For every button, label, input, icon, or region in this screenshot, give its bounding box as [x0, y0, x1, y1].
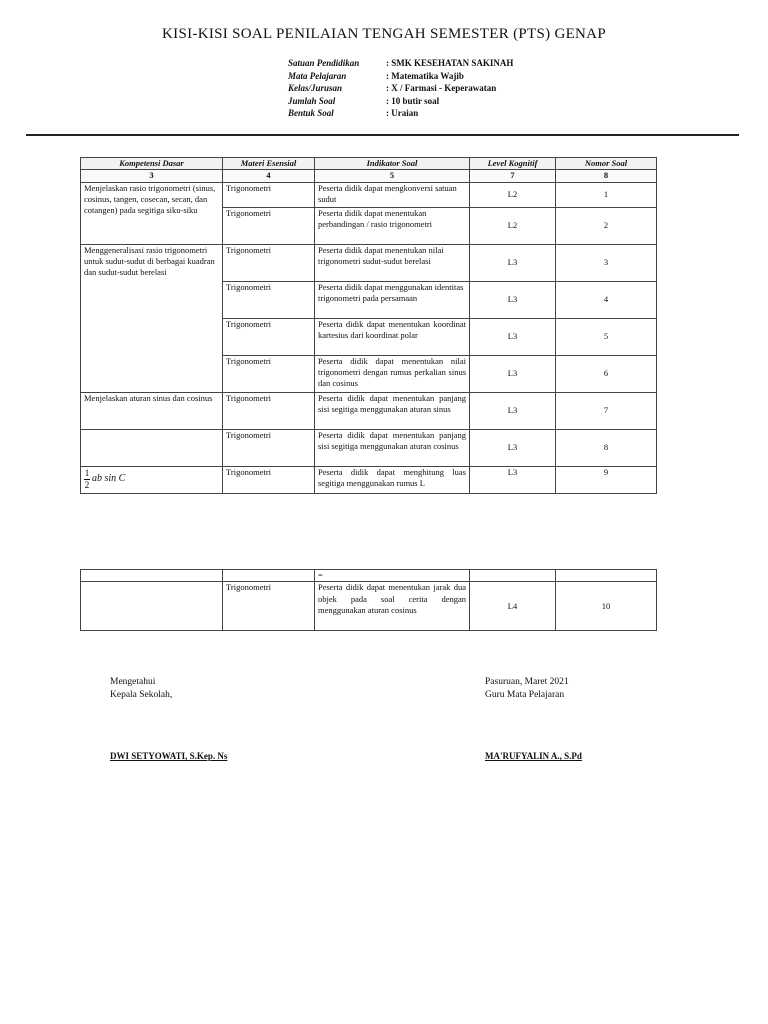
level-cell: L3	[470, 392, 556, 429]
column-header: Materi Esensial	[223, 158, 315, 170]
materi-cell: Trigonometri	[223, 207, 315, 244]
level-cell	[470, 570, 556, 582]
signature-left-name	[110, 750, 227, 763]
column-number: 4	[223, 170, 315, 182]
column-number: 5	[315, 170, 470, 182]
indikator-cell: Peserta didik dapat mengkonversi satuan sudut	[315, 182, 470, 207]
signature-role: Guru Mata Pelajaran	[485, 689, 565, 700]
signature-role: Kepala Sekolah,	[110, 689, 173, 700]
kompetensi-dasar-cell	[81, 582, 223, 631]
level-cell: L3	[470, 281, 556, 318]
meta-row	[288, 70, 513, 83]
indikator-cell: Peserta didik dapat menentukan jarak dua objek pada soal cerita dengan menggunakan aturan cosinus	[315, 582, 470, 631]
table-row	[81, 570, 657, 582]
column-number: 3	[81, 170, 223, 182]
table-row	[81, 429, 657, 466]
indikator-cell: Peserta didik dapat menentukan nilai trigonometri dengan rumus perkalian sinus dan cosinus	[315, 355, 470, 392]
table-row	[81, 392, 657, 429]
level-cell: L3	[470, 429, 556, 466]
signature-caption: Mengetahui	[110, 677, 156, 687]
materi-cell: Trigonometri	[223, 466, 315, 493]
level-cell: L4	[470, 582, 556, 631]
indikator-cell: Peserta didik dapat menentukan nilai trigonometri sudut-sudut berelasi	[315, 244, 470, 281]
table-row	[81, 466, 657, 493]
nomor-cell: 10	[556, 582, 657, 631]
column-header: Nomor Soal	[556, 158, 657, 170]
document-metadata	[288, 57, 513, 120]
nomor-cell: 6	[556, 355, 657, 392]
table-header-row	[81, 158, 657, 170]
indikator-cell: Peserta didik dapat menggunakan identitas trigonometri pada persamaan	[315, 281, 470, 318]
signature-left	[110, 676, 172, 701]
nomor-cell: 2	[556, 207, 657, 244]
table-row	[81, 244, 657, 281]
materi-cell: Trigonometri	[223, 281, 315, 318]
signature-right	[485, 676, 569, 701]
meta-value: : Uraian	[386, 108, 419, 118]
kompetensi-dasar-cell	[81, 570, 223, 582]
materi-cell: Trigonometri	[223, 392, 315, 429]
signature-place-date: Pasuruan, Maret 2021	[485, 677, 569, 687]
meta-label: Kelas/Jurusan	[288, 83, 343, 93]
triangle-area-formula	[84, 467, 219, 490]
level-cell: L3	[470, 355, 556, 392]
column-header: Kompetensi Dasar	[81, 158, 223, 170]
level-cell: L2	[470, 207, 556, 244]
table-row	[81, 582, 657, 631]
nomor-cell: 9	[556, 466, 657, 493]
nomor-cell: 1	[556, 182, 657, 207]
meta-row	[288, 57, 513, 70]
column-number: 7	[470, 170, 556, 182]
meta-row	[288, 95, 513, 108]
indikator-cell: Peserta didik dapat menentukan panjang sisi segitiga menggunakan aturan cosinus	[315, 429, 470, 466]
signature-right-name	[485, 750, 582, 763]
meta-label: Jumlah Soal	[288, 95, 336, 106]
nomor-cell: 3	[556, 244, 657, 281]
materi-cell: Trigonometri	[223, 318, 315, 355]
meta-label: Satuan Pendidikan	[288, 58, 360, 68]
meta-value: : SMK KESEHATAN SAKINAH	[386, 58, 514, 68]
nomor-cell: 7	[556, 392, 657, 429]
table-row	[81, 182, 657, 207]
column-number-row	[81, 170, 657, 182]
fraction	[84, 469, 90, 490]
nomor-cell	[556, 570, 657, 582]
meta-row	[288, 107, 513, 120]
header-divider	[26, 134, 739, 136]
level-cell: L3	[470, 318, 556, 355]
meta-value: : Matematika Wajib	[386, 70, 464, 81]
materi-cell: Trigonometri	[223, 244, 315, 281]
materi-cell: Trigonometri	[223, 429, 315, 466]
document-title: KISI-KISI SOAL PENILAIAN TENGAH SEMESTER (PTS) GENAP	[162, 26, 606, 42]
indikator-cell: Peserta didik dapat menentukan koordinat kartesius dari koordinat polar	[315, 318, 470, 355]
materi-cell: Trigonometri	[223, 182, 315, 207]
column-number: 8	[556, 170, 657, 182]
fraction-denominator: 2	[84, 479, 90, 490]
kompetensi-dasar-cell: Menggeneralisasi rasio trigonometri untuk sudut-sudut di berbagai kuadran dan sudut-sudut berelasi	[81, 244, 223, 392]
nomor-cell: 8	[556, 429, 657, 466]
indikator-cell: Peserta didik dapat menghitung luas segitiga menggunakan rumus L	[315, 466, 470, 493]
level-cell: L2	[470, 182, 556, 207]
meta-label: Bentuk Soal	[288, 108, 334, 118]
indikator-cell: Peserta didik dapat menentukan perbandingan / rasio trigonometri	[315, 207, 470, 244]
formula-cell	[81, 466, 223, 493]
materi-cell: Trigonometri	[223, 355, 315, 392]
fraction-numerator: 1	[84, 467, 90, 478]
indikator-cell: Peserta didik dapat menentukan panjang sisi segitiga menggunakan aturan sinus	[315, 392, 470, 429]
meta-value: : 10 butir soal	[386, 95, 440, 106]
indikator-cell: =	[315, 570, 470, 582]
kompetensi-dasar-cell: Menjelaskan aturan sinus dan cosinus	[81, 392, 223, 429]
materi-cell	[223, 570, 315, 582]
formula-expression: ab sin C	[92, 473, 126, 485]
kisi-kisi-table	[80, 157, 657, 494]
kompetensi-dasar-cell: Menjelaskan rasio trigonometri (sinus, cosinus, tangen, cosecan, secan, dan cotangen) pada segitiga siku-siku	[81, 182, 223, 244]
kompetensi-dasar-cell	[81, 429, 223, 466]
signatory-name: MA'RUFYALIN A., S.Pd	[485, 751, 582, 761]
meta-row	[288, 82, 513, 95]
materi-cell: Trigonometri	[223, 582, 315, 631]
kisi-kisi-table-continued	[80, 569, 657, 631]
column-header: Level Kognitif	[470, 158, 556, 170]
meta-label: Mata Pelajaran	[288, 70, 347, 81]
level-cell: L3	[470, 244, 556, 281]
level-cell: L3	[470, 466, 556, 493]
column-header: Indikator Soal	[315, 158, 470, 170]
nomor-cell: 5	[556, 318, 657, 355]
signatory-name: DWI SETYOWATI, S.Kep. Ns	[110, 751, 228, 761]
nomor-cell: 4	[556, 281, 657, 318]
meta-value: : X / Farmasi - Keperawatan	[386, 83, 497, 93]
